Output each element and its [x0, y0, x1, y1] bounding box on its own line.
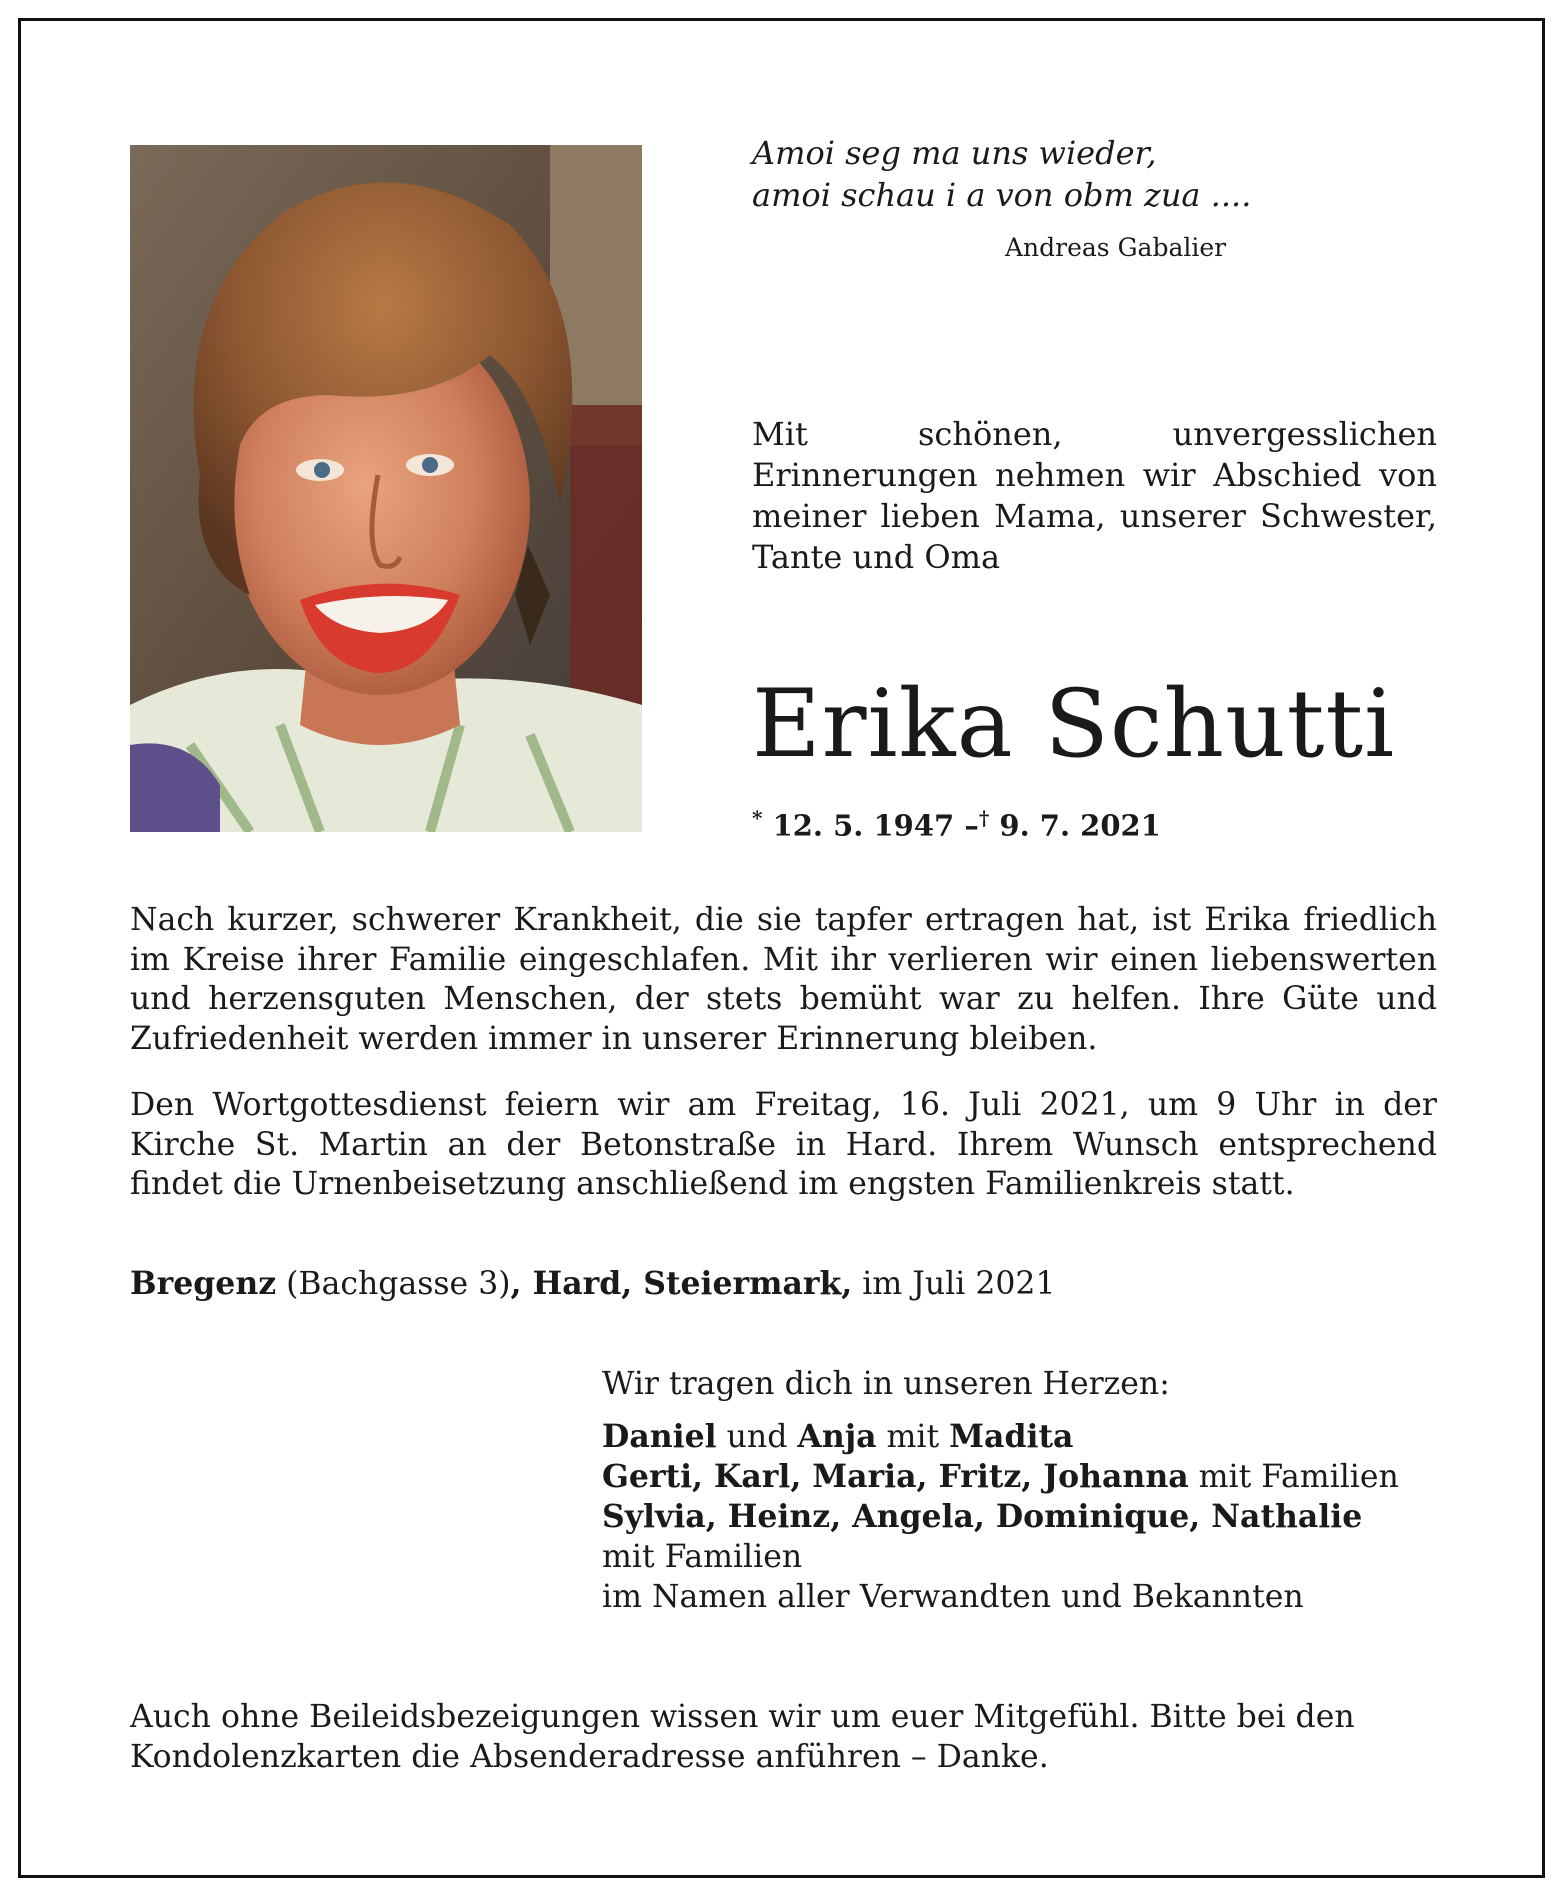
place-other: , Hard, Steiermark, — [510, 1265, 853, 1302]
date-separator: – — [964, 808, 979, 843]
portrait-photo — [130, 145, 642, 832]
place-date: im Juli 2021 — [852, 1266, 1056, 1302]
son-name-3: Madita — [949, 1418, 1074, 1455]
birth-date: 12. 5. 1947 — [772, 808, 955, 843]
all-relatives: im Namen aller Verwandten und Bekannten — [602, 1579, 1304, 1615]
quote-line-1: Amoi seg ma uns wieder, — [752, 134, 1157, 172]
footer-note: Auch ohne Beileidsbezeigungen wissen wir um euer Mitgefühl. Bitte bei den Kondolenzkarten die Absenderadresse anführen – Danke. — [130, 1699, 1355, 1775]
quote-author: Andreas Gabalier — [1005, 233, 1227, 262]
death-symbol: † — [978, 806, 990, 830]
son-name-1: Daniel — [602, 1418, 717, 1455]
son-and: und — [716, 1419, 798, 1455]
death-date: 9. 7. 2021 — [999, 808, 1161, 843]
place-and-date — [130, 1264, 1056, 1304]
place-address: (Bachgasse 3) — [276, 1266, 511, 1302]
nieces-suffix: mit Familien — [602, 1539, 803, 1575]
siblings-names-bold: Gerti, Karl, Maria, Fritz, Johanna — [602, 1458, 1189, 1495]
nieces-names-bold: Sylvia, Heinz, Angela, Dominique, Nathalie — [602, 1498, 1363, 1535]
life-dates — [752, 800, 1161, 844]
nieces-names — [602, 1497, 1362, 1537]
son-name-2: Anja — [797, 1418, 877, 1455]
quote-text — [752, 132, 1272, 216]
mourners-heading: Wir tragen dich in unseren Herzen: — [602, 1366, 1170, 1402]
paragraph-illness: Nach kurzer, schwerer Krankheit, die sie tapfer ertragen hat, ist Erika friedlich im Kreise ihrer Familie eingeschlafen. Mit ihr verlieren wir einen liebenswerten und herzensguten Menschen, der stets bemüht war zu helfen. Ihre Güte und Zufriedenheit werden immer in unserer Erinnerung bleiben. — [130, 902, 1437, 1057]
deceased-name: Erika Schutti — [752, 670, 1396, 779]
intro-text: Mit schönen, unvergesslichen Erinnerungen nehmen wir Abschied von meiner lieben Mama, unserer Schwester, Tante und Oma — [752, 415, 1437, 576]
quote-line-2: amoi schau i a von obm zua .... — [752, 176, 1252, 214]
siblings-names — [602, 1457, 1399, 1497]
place-city: Bregenz — [130, 1265, 277, 1302]
paragraph-service: Den Wortgottesdienst feiern wir am Freitag, 16. Juli 2021, um 9 Uhr in der Kirche St. Martin an der Betonstraße in Hard. Ihrem Wunsch entsprechend findet die Urnenbeisetzung anschließend im engsten Familienkreis statt. — [130, 1087, 1437, 1202]
siblings-suffix: mit Familien — [1188, 1459, 1399, 1495]
son-with: mit — [876, 1419, 950, 1455]
birth-symbol: * — [752, 806, 763, 830]
son-names — [602, 1417, 1073, 1457]
